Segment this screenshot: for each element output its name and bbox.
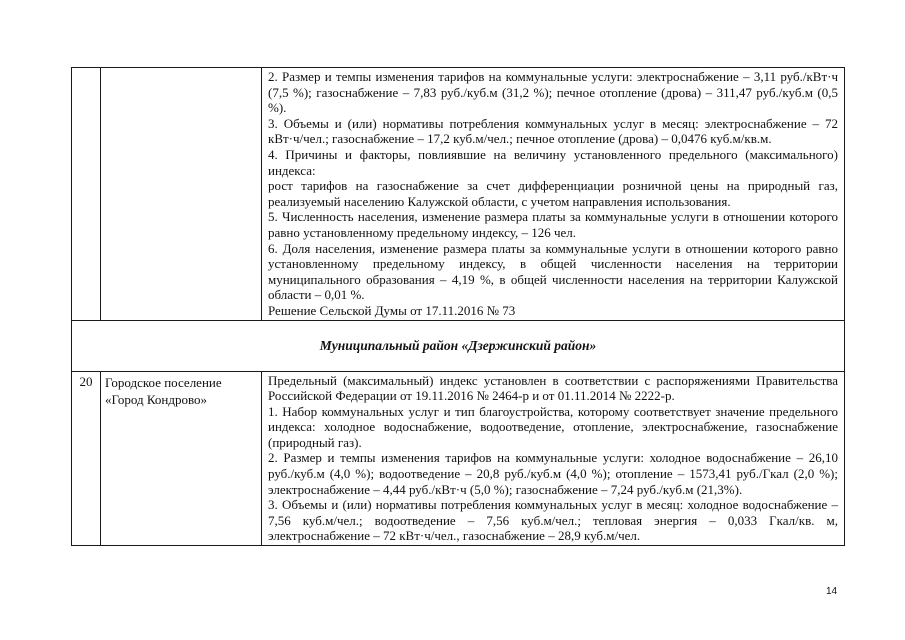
tariff-table bbox=[71, 67, 845, 546]
paragraph: 3. Объемы и (или) нормативы потребления коммунальных услуг в месяц: холодное водоснабжение – 7,56 куб.м/чел.; водоотведение – 7,56 куб.м/чел.; тепловая энергия – 0,033 Гкал/кв. м, электроснабжение – 72 кВт·ч/чел., газоснабжение – 28,9 куб.м/чел. bbox=[268, 497, 838, 544]
municipality-cell: Городское поселение «Город Кондрово» bbox=[101, 371, 262, 546]
table-row bbox=[72, 371, 845, 546]
section-row bbox=[72, 320, 845, 371]
details-cell bbox=[262, 371, 845, 546]
paragraph: 4. Причины и факторы, повлиявшие на величину установленного предельного (максимального) индекса: bbox=[268, 146, 838, 178]
details-cell bbox=[262, 68, 845, 321]
table-row bbox=[72, 68, 845, 321]
paragraph: 5. Численность населения, изменение размера платы за коммунальные услуги в отношении которого равно установленному предельному индексу, – 126 чел. bbox=[268, 209, 838, 240]
paragraph: 1. Набор коммунальных услуг и тип благоустройства, которому соответствует значение предельного индекса: холодное водоснабжение, водоотведение, отопление, электроснабжение, газоснабжение (природный газ). bbox=[268, 403, 838, 450]
municipality-cell bbox=[101, 68, 262, 321]
paragraph: Предельный (максимальный) индекс установлен в соответствии с распоряжениями Правительства Российской Федерации от 19.11.2016 № 2464-р и от 01.11.2014 № 2222-р. bbox=[268, 372, 838, 404]
section-title: Муниципальный район «Дзержинский район» bbox=[72, 320, 845, 371]
row-number-cell bbox=[72, 68, 101, 321]
paragraph: 6. Доля населения, изменение размера платы за коммунальные услуги в отношении которого равно установленному предельному индексу, в общей численности населения на территории муниципального образования – 4,19 %, в общей численности населения на территории Калужской области – 0,01 %. bbox=[268, 240, 838, 303]
row-number-cell: 20 bbox=[72, 371, 101, 546]
paragraph: 3. Объемы и (или) нормативы потребления коммунальных услуг в месяц: электроснабжение – 72 кВт·ч/чел.; газоснабжение – 17,2 куб.м/чел.; печное отопление (дрова) – 0,0476 куб.м/кв.м. bbox=[268, 115, 838, 147]
paragraph: рост тарифов на газоснабжение за счет дифференциации розничной цены на природный газ, реализуемый населению Калужской области, с учетом направления использования. bbox=[268, 178, 838, 209]
page-number: 14 bbox=[826, 586, 838, 597]
paragraph: 2. Размер и темпы изменения тарифов на коммунальные услуги: холодное водоснабжение – 26,10 руб./куб.м (4,0 %); водоотведение – 20,8 руб./куб.м (4,0 %); отопление – 1573,41 руб./Гкал (2,0 %); электроснабжение – 4,44 руб./кВт·ч (5,0 %); газоснабжение – 7,24 руб./куб.м (21,3%). bbox=[268, 450, 838, 497]
paragraph: 2. Размер и темпы изменения тарифов на коммунальные услуги: электроснабжение – 3,11 руб./кВт·ч (7,5 %); газоснабжение – 7,83 руб./куб.м (31,2 %); печное отопление (дрова) – 311,47 руб./куб.м (0,5 %). bbox=[268, 69, 838, 116]
decision-reference: Решение Сельской Думы от 17.11.2016 № 73 bbox=[268, 302, 516, 318]
